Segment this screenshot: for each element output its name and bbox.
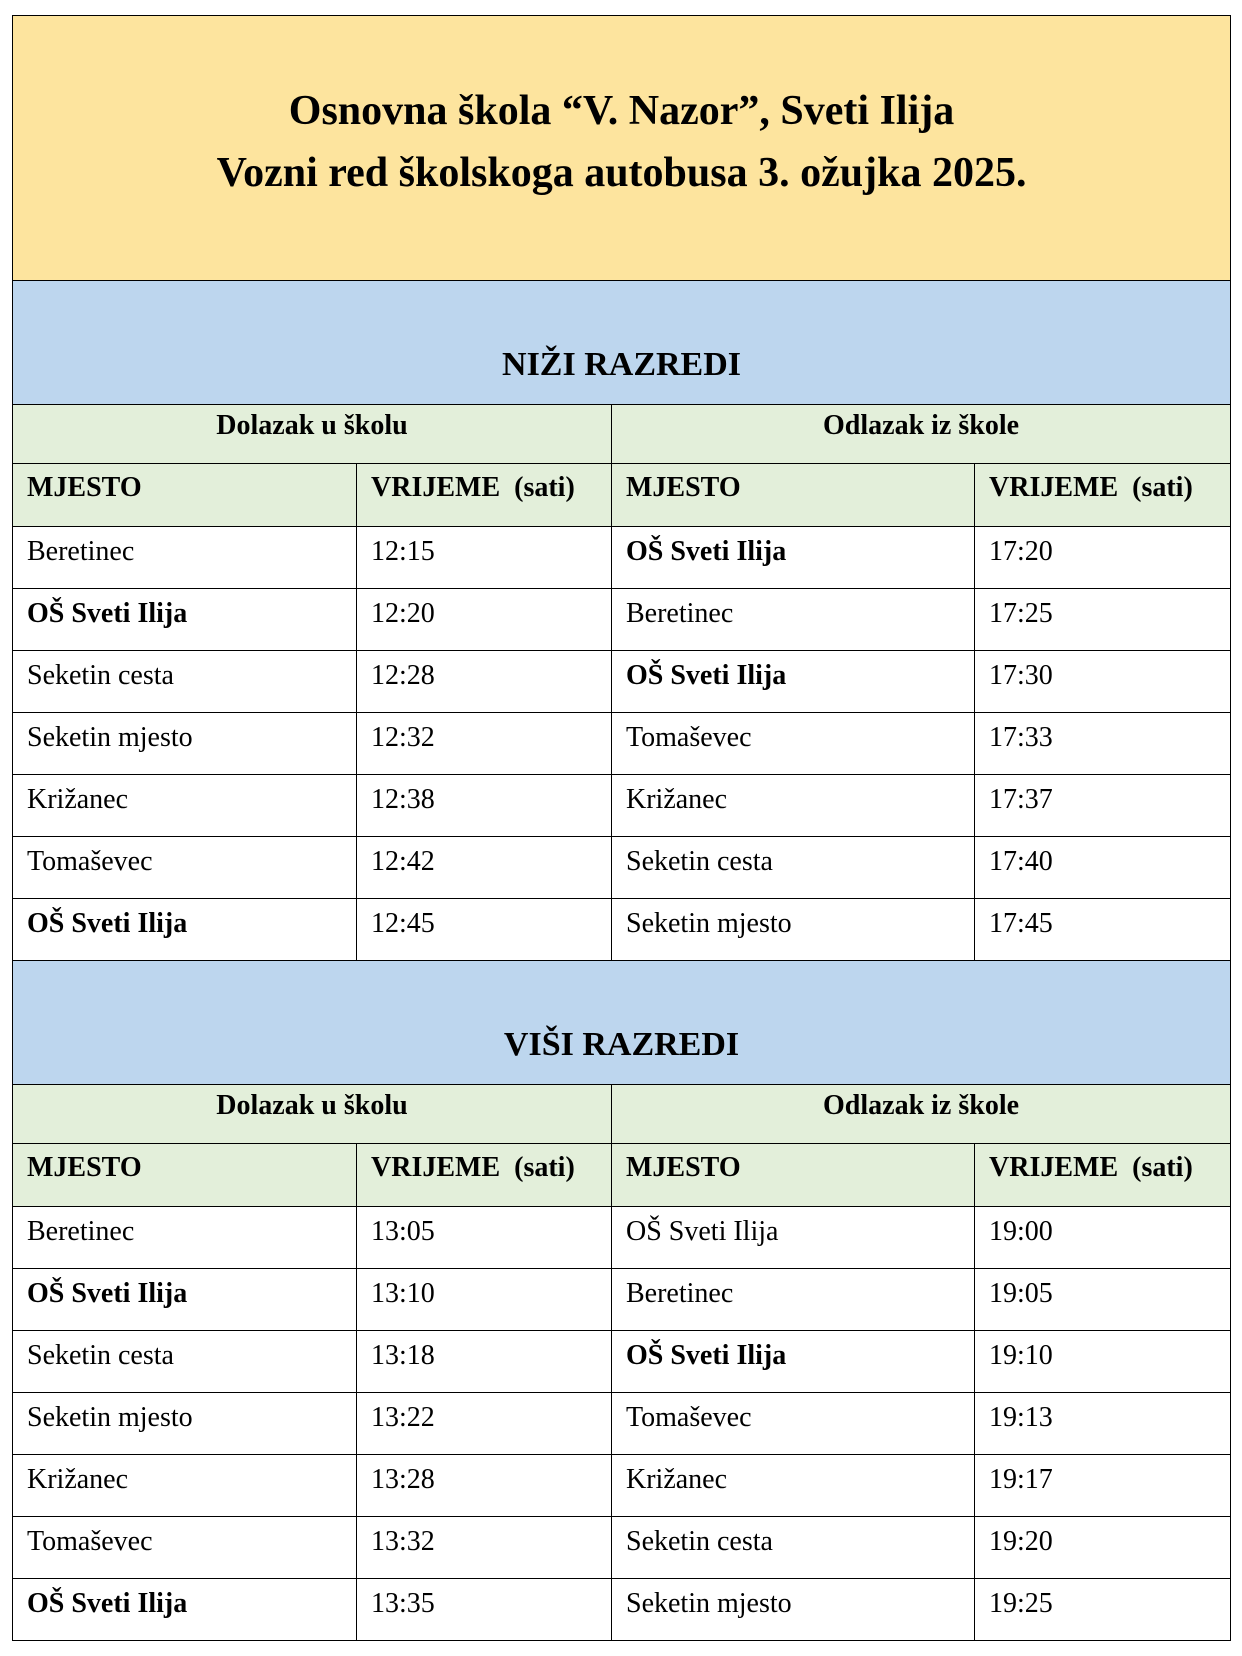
arrival-place: Seketin cesta (27, 660, 174, 691)
departure-time: 19:00 (989, 1216, 1053, 1247)
arrival-time: 12:32 (371, 722, 435, 753)
arrival-time-cell (357, 1517, 612, 1579)
arrival-time-cell (357, 1579, 612, 1641)
departure-time: 19:25 (989, 1588, 1053, 1619)
table-row (13, 713, 1231, 775)
arrival-time: 13:28 (371, 1464, 435, 1495)
table-row (13, 775, 1231, 837)
departure-place: Beretinec (626, 1278, 734, 1309)
section-title: VIŠI RAZREDI (503, 1026, 740, 1063)
departure-place: Tomaševec (626, 1402, 752, 1433)
table-row (13, 899, 1231, 961)
table-row (13, 1331, 1231, 1393)
arrival-place-cell (13, 1579, 357, 1641)
departure-place-cell (612, 1579, 975, 1641)
departure-place-cell (612, 589, 975, 651)
column-header-place: MJESTO (13, 464, 357, 527)
departure-place-cell (612, 527, 975, 589)
arrival-time-cell (357, 775, 612, 837)
arrival-place-cell (13, 1207, 357, 1269)
arrival-time: 12:42 (371, 846, 435, 877)
table-row (13, 527, 1231, 589)
departure-label: Odlazak iz škole (823, 410, 1020, 441)
arrival-place-cell (13, 1517, 357, 1579)
departure-place: Seketin mjesto (626, 1588, 792, 1619)
arrival-place: OŠ Sveti Ilija (27, 598, 188, 629)
arrival-place-cell (13, 899, 357, 961)
arrival-header (13, 1085, 612, 1144)
arrival-time: 12:20 (371, 598, 435, 629)
departure-place-cell (612, 651, 975, 713)
departure-time-cell (975, 1393, 1231, 1455)
table-row (13, 1517, 1231, 1579)
table-row (13, 1269, 1231, 1331)
arrival-time-cell (357, 1269, 612, 1331)
table-row (13, 837, 1231, 899)
departure-time-cell (975, 837, 1231, 899)
arrival-time: 13:10 (371, 1278, 435, 1309)
departure-time: 17:33 (989, 722, 1053, 753)
departure-time: 17:45 (989, 908, 1053, 939)
arrival-time-cell (357, 899, 612, 961)
departure-time: 17:30 (989, 660, 1053, 691)
arrival-time-cell (357, 1455, 612, 1517)
departure-time-cell (975, 589, 1231, 651)
departure-time: 19:20 (989, 1526, 1053, 1557)
departure-time-cell (975, 1455, 1231, 1517)
departure-label: Odlazak iz škole (823, 1090, 1020, 1121)
arrival-place: OŠ Sveti Ilija (27, 1278, 188, 1309)
arrival-place-cell (13, 1269, 357, 1331)
column-header-time: VRIJEME (sati) (357, 464, 612, 527)
arrival-place-cell (13, 775, 357, 837)
departure-time: 17:20 (989, 536, 1053, 567)
arrival-place-cell (13, 1393, 357, 1455)
departure-time-cell (975, 1207, 1231, 1269)
departure-time: 17:40 (989, 846, 1053, 877)
departure-header (612, 405, 1231, 464)
arrival-place: Tomaševec (27, 1526, 153, 1557)
departure-place-cell (612, 1517, 975, 1579)
departure-place: Seketin cesta (626, 846, 773, 877)
arrival-place-cell (13, 589, 357, 651)
departure-time: 17:37 (989, 784, 1053, 815)
arrival-header (13, 405, 612, 464)
departure-place-cell (612, 1393, 975, 1455)
schedule-table (12, 15, 1231, 1641)
arrival-label: Dolazak u školu (216, 1090, 408, 1121)
column-header-time: VRIJEME (sati) (975, 464, 1231, 527)
arrival-place-cell (13, 1331, 357, 1393)
arrival-time: 13:05 (371, 1216, 435, 1247)
departure-place-cell (612, 1455, 975, 1517)
departure-place: OŠ Sveti Ilija (626, 660, 787, 691)
column-header-time: VRIJEME (sati) (975, 1144, 1231, 1207)
arrival-place: Križanec (27, 1464, 129, 1495)
arrival-time-cell (357, 1207, 612, 1269)
arrival-time: 13:35 (371, 1588, 435, 1619)
departure-time-cell (975, 527, 1231, 589)
departure-place: Seketin mjesto (626, 908, 792, 939)
arrival-time: 12:15 (371, 536, 435, 567)
departure-place: Tomaševec (626, 722, 752, 753)
section-header (13, 961, 1231, 1085)
departure-place-cell (612, 775, 975, 837)
arrival-time-cell (357, 1393, 612, 1455)
departure-place: Beretinec (626, 598, 734, 629)
arrival-time: 13:18 (371, 1340, 435, 1371)
arrival-place-cell (13, 837, 357, 899)
arrival-time-cell (357, 1331, 612, 1393)
table-row (13, 1579, 1231, 1641)
section-header (13, 281, 1231, 405)
arrival-label: Dolazak u školu (216, 410, 408, 441)
arrival-time: 12:45 (371, 908, 435, 939)
departure-place-cell (612, 899, 975, 961)
departure-time: 19:10 (989, 1340, 1053, 1371)
departure-time-cell (975, 775, 1231, 837)
arrival-time: 13:32 (371, 1526, 435, 1557)
departure-time-cell (975, 1517, 1231, 1579)
departure-time-cell (975, 651, 1231, 713)
departure-time-cell (975, 1579, 1231, 1641)
column-header-place: MJESTO (612, 464, 975, 527)
departure-time: 19:17 (989, 1464, 1053, 1495)
departure-place: OŠ Sveti Ilija (626, 1340, 787, 1371)
arrival-time-cell (357, 713, 612, 775)
departure-place-cell (612, 837, 975, 899)
schedule-title: Vozni red školskoga autobusa 3. ožujka 2025. (216, 150, 1027, 196)
arrival-time: 12:38 (371, 784, 435, 815)
arrival-place: Seketin mjesto (27, 1402, 193, 1433)
document-title (13, 16, 1231, 281)
arrival-place-cell (13, 713, 357, 775)
departure-header (612, 1085, 1231, 1144)
departure-place: OŠ Sveti Ilija (626, 536, 787, 567)
departure-place-cell (612, 1269, 975, 1331)
departure-place-cell (612, 1207, 975, 1269)
column-header-place: MJESTO (13, 1144, 357, 1207)
departure-time: 19:05 (989, 1278, 1053, 1309)
departure-time-cell (975, 1269, 1231, 1331)
departure-place-cell (612, 713, 975, 775)
column-header-time: VRIJEME (sati) (357, 1144, 612, 1207)
column-header-place: MJESTO (612, 1144, 975, 1207)
departure-time-cell (975, 713, 1231, 775)
table-row (13, 651, 1231, 713)
departure-place: Križanec (626, 1464, 728, 1495)
departure-time: 17:25 (989, 598, 1053, 629)
schedule-document (12, 15, 1230, 1641)
arrival-place-cell (13, 527, 357, 589)
departure-time-cell (975, 899, 1231, 961)
arrival-place: OŠ Sveti Ilija (27, 1588, 188, 1619)
table-row (13, 1455, 1231, 1517)
departure-time-cell (975, 1331, 1231, 1393)
departure-place: Seketin cesta (626, 1526, 773, 1557)
arrival-time: 12:28 (371, 660, 435, 691)
arrival-time-cell (357, 589, 612, 651)
arrival-place: Seketin cesta (27, 1340, 174, 1371)
arrival-time-cell (357, 837, 612, 899)
arrival-time-cell (357, 527, 612, 589)
arrival-place: OŠ Sveti Ilija (27, 908, 188, 939)
arrival-place: Beretinec (27, 1216, 135, 1247)
table-row (13, 1393, 1231, 1455)
table-row (13, 589, 1231, 651)
school-name: Osnovna škola “V. Nazor”, Sveti Ilija (288, 88, 955, 134)
arrival-place: Tomaševec (27, 846, 153, 877)
arrival-place: Križanec (27, 784, 129, 815)
arrival-time-cell (357, 651, 612, 713)
departure-time: 19:13 (989, 1402, 1053, 1433)
arrival-time: 13:22 (371, 1402, 435, 1433)
arrival-place: Beretinec (27, 536, 135, 567)
section-title: NIŽI RAZREDI (502, 346, 742, 383)
arrival-place-cell (13, 1455, 357, 1517)
arrival-place: Seketin mjesto (27, 722, 193, 753)
departure-place: Križanec (626, 784, 728, 815)
table-row (13, 1207, 1231, 1269)
departure-place: OŠ Sveti Ilija (626, 1216, 779, 1247)
departure-place-cell (612, 1331, 975, 1393)
arrival-place-cell (13, 651, 357, 713)
